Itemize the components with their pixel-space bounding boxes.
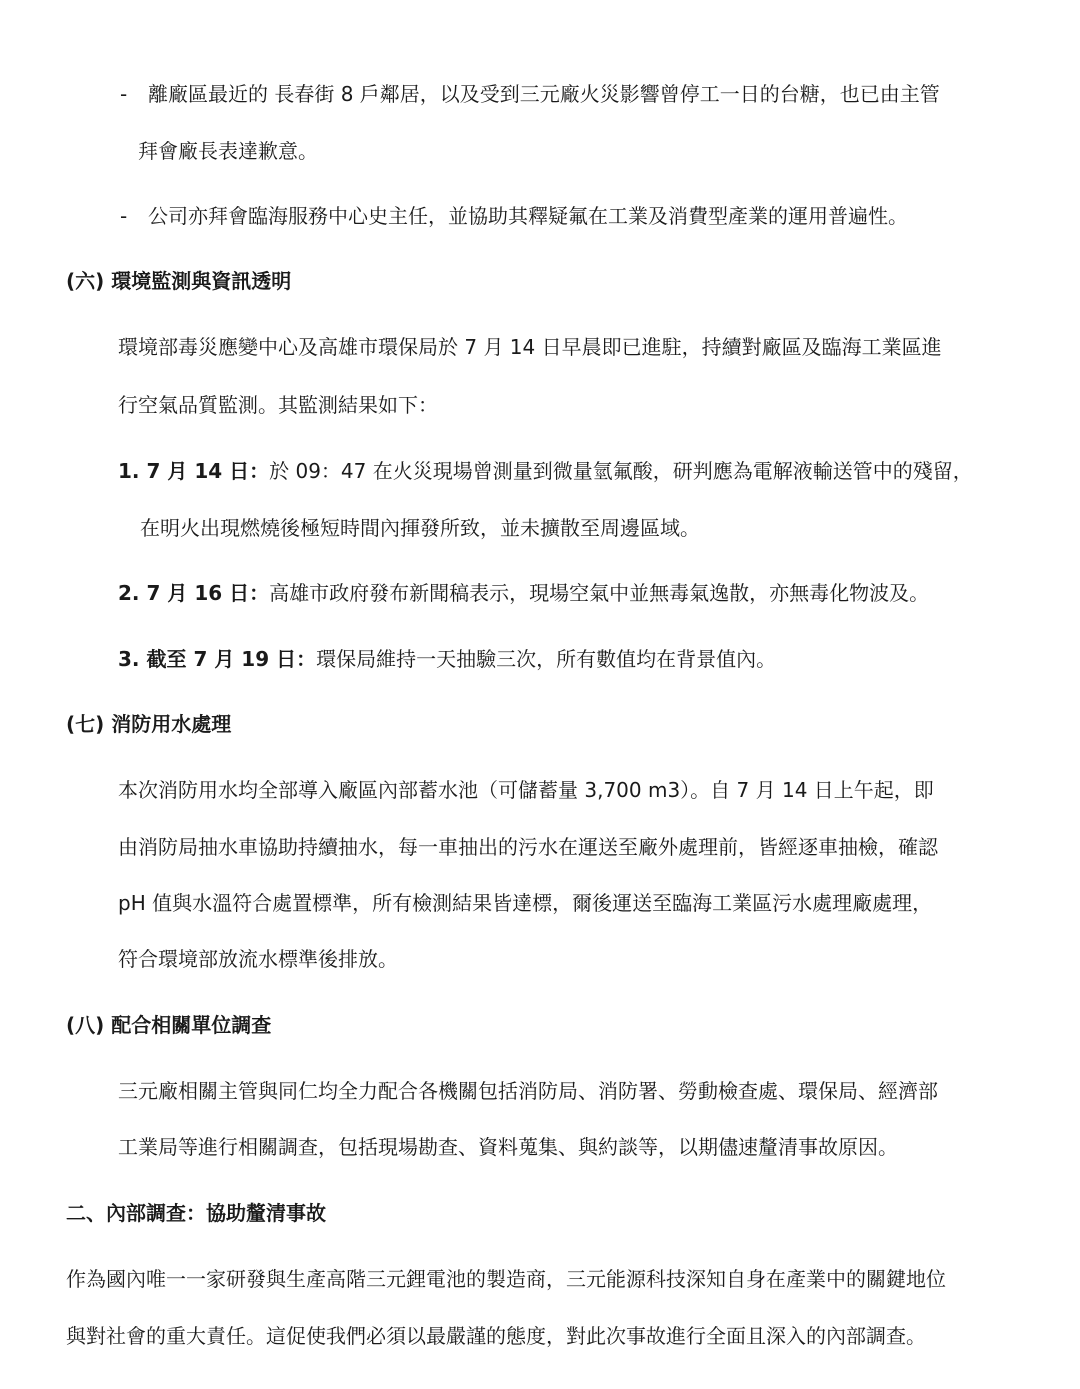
paragraph-line: 作為國內唯一一家研發與生產高階三元鋰電池的製造商，三元能源科技深知自身在產業中的關鍵地位 bbox=[66, 1267, 946, 1291]
paragraph-line: 行空氣品質監測。其監測結果如下： bbox=[118, 393, 438, 417]
paragraph-line: 本次消防用水均全部導入廠區內部蓄水池（可儲蓄量 3,700 m3）。自 7 月 14 日上午起，即 bbox=[118, 778, 934, 802]
bullet-continuation: 拜會廠長表達歉意。 bbox=[138, 139, 318, 163]
paragraph-line: 由消防局抽水車協助持續抽水，每一車抽出的污水在運送至廠外處理前，皆經逐車抽檢，確認 bbox=[118, 835, 938, 859]
section-heading: (七) 消防用水處理 bbox=[66, 712, 232, 736]
paragraph-line: 符合環境部放流水標準後排放。 bbox=[118, 947, 398, 971]
list-item-text: 於 09：47 在火災現場曾測量到微量氫氟酸，研判應為電解液輸送管中的殘留， bbox=[269, 459, 973, 483]
bullet-dash: - bbox=[120, 82, 128, 106]
part-heading: 二、內部調查：協助釐清事故 bbox=[66, 1201, 326, 1225]
list-item bbox=[118, 645, 776, 673]
paragraph-line: 與對社會的重大責任。這促使我們必須以最嚴謹的態度，對此次事故進行全面且深入的內部調查。 bbox=[66, 1324, 926, 1348]
paragraph-line: 環境部毒災應變中心及高雄市環保局於 7 月 14 日早晨即已進駐，持續對廠區及臨海工業區進 bbox=[118, 335, 942, 359]
bullet-line bbox=[120, 80, 940, 108]
section-heading: (八) 配合相關單位調查 bbox=[66, 1013, 272, 1037]
list-item-continuation: 在明火出現燃燒後極短時間內揮發所致，並未擴散至周邊區域。 bbox=[140, 516, 700, 540]
bullet-line bbox=[120, 202, 908, 230]
list-item-label: 3. 截至 7 月 19 日： bbox=[118, 647, 317, 671]
paragraph-line: 三元廠相關主管與同仁均全力配合各機關包括消防局、消防署、勞動檢查處、環保局、經濟部 bbox=[118, 1079, 938, 1103]
paragraph-line: pH 值與水溫符合處置標準，所有檢測結果皆達標，爾後運送至臨海工業區污水處理廠處理， bbox=[118, 891, 933, 915]
list-item bbox=[118, 579, 929, 607]
section-heading: (六) 環境監測與資訊透明 bbox=[66, 269, 292, 293]
bullet-text: 離廠區最近的 長春街 8 戶鄰居，以及受到三元廠火災影響曾停工一日的台糖，也已由主管 bbox=[148, 82, 940, 106]
bullet-dash: - bbox=[120, 204, 128, 228]
bullet-text: 公司亦拜會臨海服務中心史主任，並協助其釋疑氟在工業及消費型產業的運用普遍性。 bbox=[148, 204, 908, 228]
list-item-label: 2. 7 月 16 日： bbox=[118, 581, 270, 605]
paragraph-line: 工業局等進行相關調查，包括現場勘查、資料蒐集、與約談等，以期儘速釐清事故原因。 bbox=[118, 1135, 898, 1159]
list-item-text: 環保局維持一天抽驗三次，所有數值均在背景值內。 bbox=[316, 647, 777, 671]
list-item bbox=[118, 457, 973, 485]
list-item-text: 高雄市政府發布新聞稿表示，現場空氣中並無毒氣逸散，亦無毒化物波及。 bbox=[269, 581, 930, 605]
list-item-label: 1. 7 月 14 日： bbox=[118, 459, 270, 483]
